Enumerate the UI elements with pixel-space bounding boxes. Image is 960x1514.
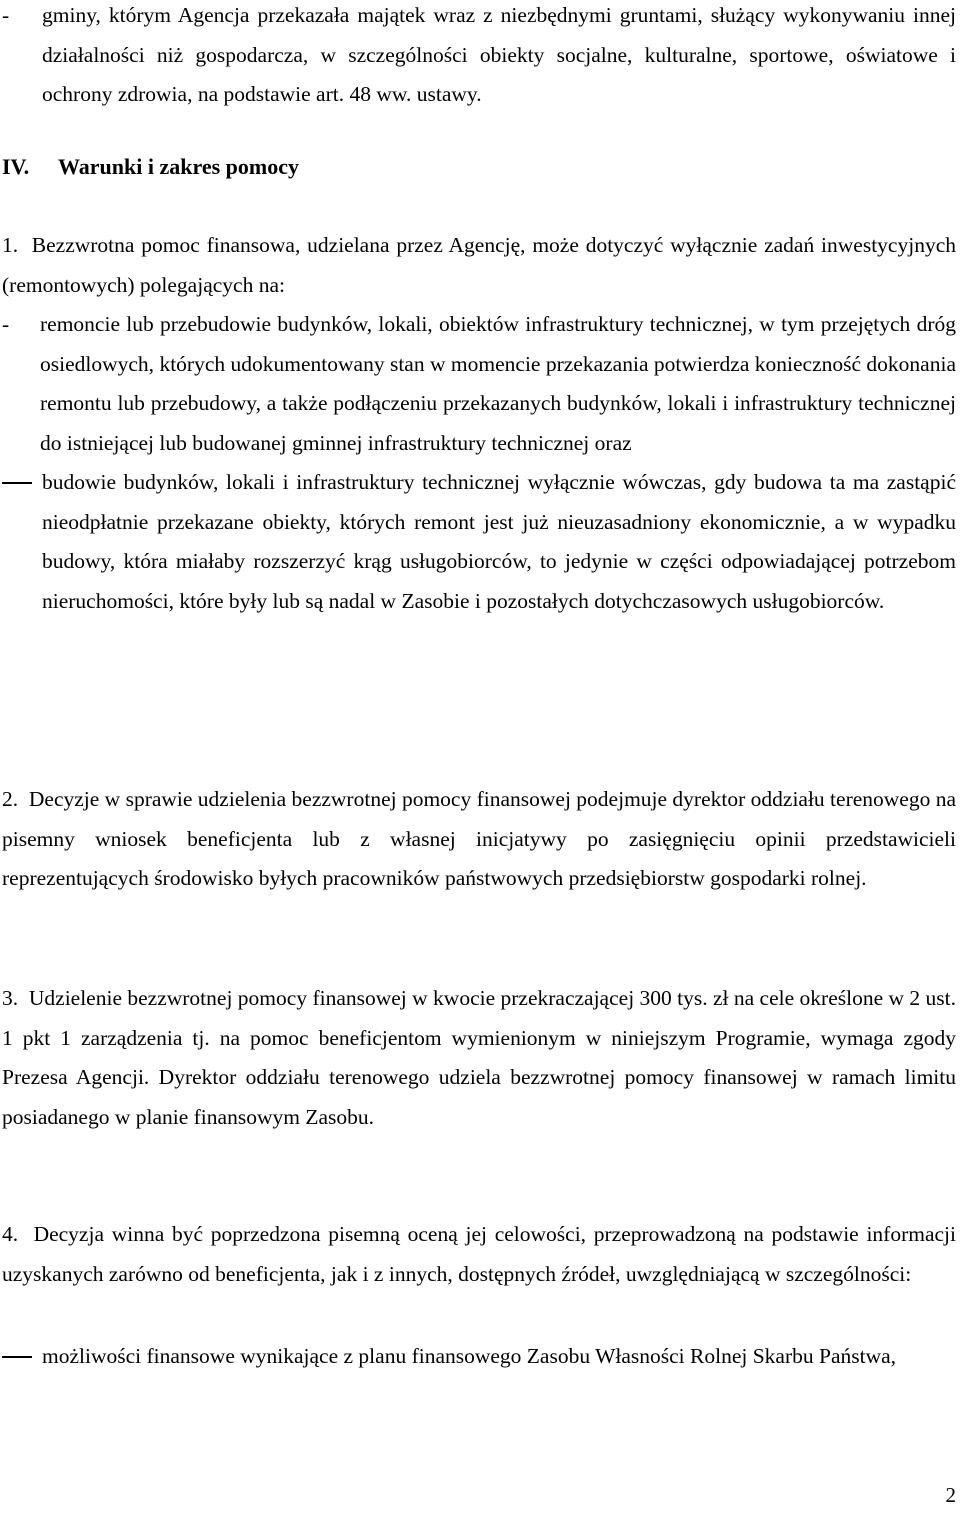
list-dash-marker: - [2,3,10,27]
long-dash-marker [0,1337,42,1377]
paragraph-number: 3. [2,986,19,1010]
paragraph-1 [0,226,960,305]
paragraph-number: 4. [2,1222,19,1246]
section-title: Warunki i zakres pomocy [58,154,300,179]
list-item-text: remoncie lub przebudowie budynków, lokali, obiektów infrastruktury technicznej, w tym przejętych dróg osiedlowych, których udokumentowany stan w momencie przekazania potwierdza konieczność dokonania remontu lub przebudowy, a także podłączeniu przekazanych budynków, lokali i infrastruktury technicznej do istniejącej lub budowanej gminnej infrastruktury technicznej oraz [40,312,956,455]
paragraph-text [2,979,956,1137]
long-dash-marker [0,463,42,503]
continuation-list-item [0,0,960,115]
paragraph-text [2,780,956,899]
paragraph-body: Udzielenie bezzwrotnej pomocy finansowej w kwocie przekraczającej 300 tys. zł na cele określone w 2 ust. 1 pkt 1 zarządzenia tj. na pomoc beneficjentom wymienionym w niniejszym Programie, wymaga zgody Prezesa Agencji. Dyrektor oddziału terenowego udziela bezzwrotnej pomocy finansowej w ramach limitu posiadanego w planie finansowym Zasobu. [2,986,956,1129]
paragraph-2 [0,780,960,899]
section-number: IV. [2,154,30,179]
long-dash-icon [2,482,32,484]
section-heading [2,147,299,186]
paragraph-1-list [0,305,960,621]
list-item-text: budowie budynków, lokali i infrastruktury technicznej wyłącznie wówczas, gdy budowa ta ma zastąpić nieodpłatnie przekazane obiekty, których remont jest już nieuzasadniony ekonomicznie, a w wypadku budowy, która miałaby rozszerzyć krąg usługobiorców, to jedynie w części odpowiadającej potrzebom nieruchomości, które były lub są nadal w Zasobie i pozostałych dotychczasowych usługobiorców. [42,470,956,613]
paragraph-body: Decyzje w sprawie udzielenia bezzwrotnej pomocy finansowej podejmuje dyrektor oddziału terenowego na pisemny wniosek beneficjenta lub z własnej inicjatywy po zasięgnięciu opinii przedstawicieli reprezentujących środowisko byłych pracowników państwowych przedsiębiorstw gospodarki rolnej. [2,787,957,890]
paragraph-4-list [0,1337,960,1377]
list-item-text: gminy, którym Agencja przekazała majątek wraz z niezbędnymi gruntami, służący wykonywaniu innej działalności niż gospodarcza, w szczególności obiekty socjalne, kulturalne, sportowe, oświatowe i ochrony zdrowia, na podstawie art. 48 ww. ustawy. [42,3,956,106]
paragraph-body: Decyzja winna być poprzedzona pisemną oceną jej celowości, przeprowadzoną na podstawie informacji uzyskanych zarówno od beneficjenta, jak i z innych, dostępnych źródeł, uwzględniającą w szczególności: [2,1222,956,1286]
long-dash-icon [2,1356,32,1358]
list-item [0,463,960,621]
paragraph-text [2,1215,956,1294]
list-item [0,1337,960,1377]
list-item [0,305,960,463]
list-item-text: możliwości finansowe wynikające z planu finansowego Zasobu Własności Rolnej Skarbu Państwa, [42,1344,897,1368]
page-number: 2 [945,1483,956,1507]
paragraph-number: 1. [2,233,19,257]
paragraph-text [2,226,956,305]
paragraph-3 [0,979,960,1137]
paragraph-body: Bezzwrotna pomoc finansowa, udzielana przez Agencję, może dotyczyć wyłącznie zadań inwestycyjnych (remontowych) polegających na: [2,233,956,297]
paragraph-number: 2. [2,787,19,811]
list-dash-marker: - [2,312,10,336]
paragraph-4 [0,1215,960,1294]
